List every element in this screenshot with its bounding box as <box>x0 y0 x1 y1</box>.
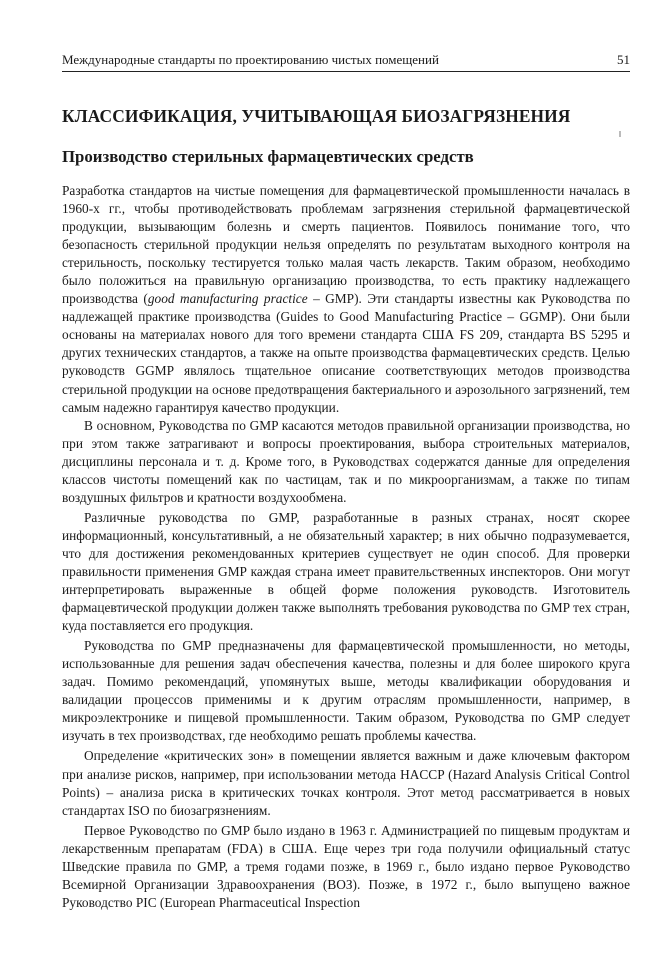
paragraph-4: Руководства по GMP предназначены для фармацевтической промышленности, но методы, использованные для решения задач обеспечения качества, полезны и для более широкого круга задач. Помимо рекомендаций, упомянутых выше, методы квалификации оборудования и валидации процессов применимы и к другим отраслям промышленности, например, в микроэлектронике и пищевой промышленности. Таким образом, Руководства по GMP следует изучать в тех производствах, где необходимо решать проблемы качества. <box>62 638 630 744</box>
paragraph-5: Определение «критических зон» в помещении является важным и даже ключевым фактором при анализе рисков, например, при использовании метода HACCP (Hazard Analysis Critical Control Points) – анализа риска в критических точках контроля. Этот метод рассматривается в новых стандартах ISO по биозагрязнениям. <box>62 748 630 818</box>
running-header <box>62 52 630 72</box>
paragraph-1-text-b: – GMP). Эти стандарты известны как Руководства по надлежащей практике производства (Guides to Good Manufacturing Practice – GGMP). Они были основаны на материалах нового для того времени стандарта США FS 209, стандарта BS 5295 и других технических стандартов, а также на опыте производства фармацевтических средств. Целью руководств GGMP являлось тщательное описание соответствующих методов производства стерильной продукции на основе предотвращения бактериального и аэрозольного загрязнений, тем самым надежно гарантируя качество продукции. <box>62 291 631 415</box>
document-page <box>62 52 630 912</box>
paragraph-6: Первое Руководство по GMP было издано в 1963 г. Администрацией по пищевым продуктам и лекарственным препаратам (FDA) в США. Еще через три года получили официальный статус Шведские правила по GMP, а тремя годами позже, в 1969 г., было издано первое Руководство Всемирной Организации Здравоохранения (ВОЗ). Позже, в 1972 г., было выпущено важное Руководство PIC (European Pharmaceutical Inspection <box>62 822 630 910</box>
paragraph-1-text-a: Разработка стандартов на чистые помещения для фармацевтической промышленности началась в 1960-х гг., чтобы противодействовать проблемам загрязнения стерильной фармацевтической продукции, вызывающим болезнь и смерть пациентов. Появилось понимание того, что безопасность стерильной продукции нельзя определять по результатам выходного контроля на стерильность, поскольку тестируется только малая часть лекарств. Таким образом, необходимо было положиться на правильную организацию производства, то есть практику надлежащего производства ( <box>62 183 630 307</box>
running-header-title: Международные стандарты по проектированию чистых помещений <box>62 52 439 67</box>
paragraph-1-emphasis: good manufacturing practice <box>147 291 308 307</box>
page-number: 51 <box>617 52 630 67</box>
body-text <box>62 182 630 912</box>
paragraph-2: В основном, Руководства по GMP касаются методов правильной организации производства, но при этом также затрагивают и вопросы проектирования, выбора строительных материалов, дисциплины персонала и т. д. Кроме того, в Руководствах содержатся данные для определения классов чистоты помещений как по частицам, так и по микроорганизмам, а также по типам воздушных фильтров и кратности воздухообмена. <box>62 417 630 505</box>
paragraph-3: Различные руководства по GMP, разработанные в разных странах, носят скорее информационный, консультативный, а не обязательный характер; в них обычно подразумевается, что для достижения рекомендованных критериев существует не один способ. Для проверки правильности применения GMP каждая страна имеет правительственных инспекторов. Они могут интерпретировать выраженные в общей форме положения руководств. Изготовитель фармацевтической продукции должен также выполнять требования руководства по GMP тех стран, куда поставляется его продукция. <box>62 509 630 634</box>
paragraph-1 <box>62 182 630 417</box>
section-title: Производство стерильных фармацевтических средств <box>62 147 474 166</box>
chapter-title: КЛАССИФИКАЦИЯ, УЧИТЫВАЮЩАЯ БИОЗАГРЯЗНЕНИЯ <box>62 106 571 126</box>
